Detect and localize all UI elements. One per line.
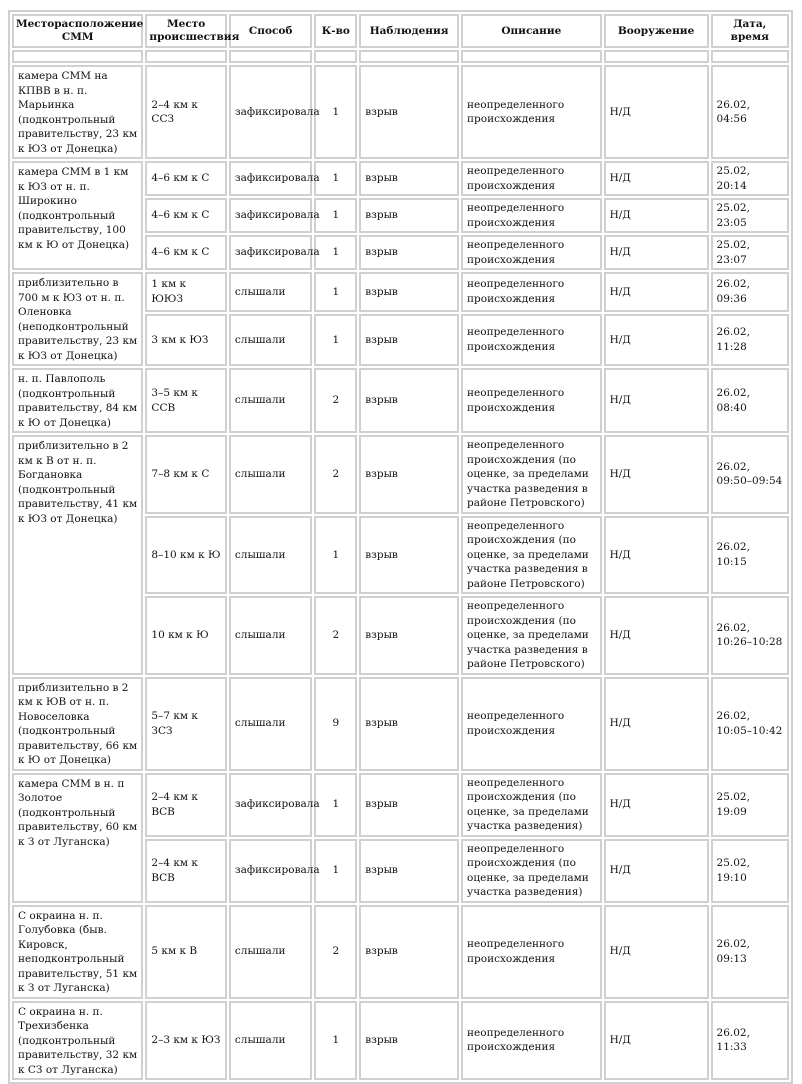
detection-method: слышали (229, 368, 313, 433)
table-row (12, 161, 789, 196)
incident-place: 10 км к Ю (145, 596, 226, 675)
spacer-cell (145, 50, 226, 63)
smm-location: приблизительно в 2 км к ЮВ от н. п. Новоселовка (подконтрольный правительству, 66 км к Ю от Донецка) (12, 677, 143, 771)
table-row (12, 905, 789, 999)
observation: взрыв (359, 314, 459, 366)
incident-place: 2–4 км к ССЗ (145, 65, 226, 159)
event-description: неопределенного происхождения (по оценке, за пределами участка разведения в районе Петровского) (461, 596, 602, 675)
event-count: 1 (314, 516, 357, 595)
weapon-type: Н/Д (604, 1001, 709, 1081)
event-count: 2 (314, 368, 357, 433)
smm-location: приблизительно в 2 км к В от н. п. Богдановка (подконтрольный правительству, 41 км к ЮЗ от Донецка) (12, 435, 143, 675)
event-datetime: 26.02, 09:50–09:54 (711, 435, 789, 514)
smm-location: камера СММ в 1 км к ЮЗ от н. п. Широкино (подконтрольный правительству, 100 км к Ю от Донецка) (12, 161, 143, 270)
event-datetime: 26.02, 10:26–10:28 (711, 596, 789, 675)
event-count: 1 (314, 65, 357, 159)
event-count: 9 (314, 677, 357, 771)
incident-place: 2–4 км к ВСВ (145, 839, 226, 903)
weapon-type: Н/Д (604, 235, 709, 270)
table-body (12, 50, 789, 1080)
observation: взрыв (359, 435, 459, 514)
smm-location: С окраина н. п. Голубовка (быв. Кировск, неподконтрольный правительству, 51 км к З от Луганска) (12, 905, 143, 999)
incident-place: 8–10 км к Ю (145, 516, 226, 595)
weapon-type: Н/Д (604, 65, 709, 159)
observation: взрыв (359, 677, 459, 771)
header-count: К-во (314, 14, 357, 48)
event-description: неопределенного происхождения (461, 235, 602, 270)
spacer-cell (12, 50, 143, 63)
incident-place: 3–5 км к ССВ (145, 368, 226, 433)
smm-location: камера СММ на КПВВ в н. п. Марьинка (подконтрольный правительству, 23 км к ЮЗ от Донецка) (12, 65, 143, 159)
event-count: 1 (314, 1001, 357, 1081)
event-count: 1 (314, 272, 357, 312)
weapon-type: Н/Д (604, 516, 709, 595)
spacer-cell (604, 50, 709, 63)
observation: взрыв (359, 368, 459, 433)
event-count: 1 (314, 773, 357, 837)
event-description: неопределенного происхождения (461, 198, 602, 233)
header-place: Место происшествия (145, 14, 226, 48)
event-count: 1 (314, 314, 357, 366)
event-count: 2 (314, 596, 357, 675)
header-method: Способ (229, 14, 313, 48)
table-row (12, 677, 789, 771)
table-row (12, 435, 789, 514)
event-datetime: 26.02, 10:05–10:42 (711, 677, 789, 771)
event-description: неопределенного происхождения (461, 677, 602, 771)
detection-method: зафиксировала (229, 65, 313, 159)
weapon-type: Н/Д (604, 435, 709, 514)
incident-place: 2–3 км к ЮЗ (145, 1001, 226, 1081)
event-count: 2 (314, 905, 357, 999)
smm-location: н. п. Павлополь (подконтрольный правительству, 84 км к Ю от Донецка) (12, 368, 143, 433)
detection-method: зафиксировала (229, 198, 313, 233)
spacer-cell (359, 50, 459, 63)
event-datetime: 26.02, 10:15 (711, 516, 789, 595)
weapon-type: Н/Д (604, 677, 709, 771)
table-row (12, 773, 789, 837)
detection-method: зафиксировала (229, 161, 313, 196)
event-description: неопределенного происхождения (461, 272, 602, 312)
observation: взрыв (359, 773, 459, 837)
event-description: неопределенного происхождения (по оценке, за пределами участка разведения) (461, 773, 602, 837)
table-row (12, 65, 789, 159)
detection-method: слышали (229, 516, 313, 595)
event-count: 1 (314, 839, 357, 903)
event-datetime: 26.02, 11:33 (711, 1001, 789, 1081)
incident-place: 3 км к ЮЗ (145, 314, 226, 366)
weapon-type: Н/Д (604, 839, 709, 903)
event-datetime: 25.02, 23:07 (711, 235, 789, 270)
event-datetime: 25.02, 19:10 (711, 839, 789, 903)
weapon-type: Н/Д (604, 773, 709, 837)
spacer-cell (229, 50, 313, 63)
smm-location: приблизительно в 700 м к ЮЗ от н. п. Оленовка (неподконтрольный правительству, 23 км к ЮЗ от Донецка) (12, 272, 143, 366)
weapon-type: Н/Д (604, 314, 709, 366)
event-description: неопределенного происхождения (по оценке, за пределами участка разведения в районе Петровского) (461, 516, 602, 595)
event-description: неопределенного происхождения (по оценке, за пределами участка разведения в районе Петровского) (461, 435, 602, 514)
event-count: 1 (314, 235, 357, 270)
detection-method: слышали (229, 677, 313, 771)
event-datetime: 26.02, 08:40 (711, 368, 789, 433)
event-count: 1 (314, 198, 357, 233)
header-weapons: Вооружение (604, 14, 709, 48)
incident-place: 1 км к ЮЮЗ (145, 272, 226, 312)
incident-place: 4–6 км к С (145, 161, 226, 196)
event-description: неопределенного происхождения (461, 905, 602, 999)
event-description: неопределенного происхождения (461, 65, 602, 159)
detection-method: зафиксировала (229, 235, 313, 270)
event-datetime: 26.02, 04:56 (711, 65, 789, 159)
event-datetime: 26.02, 09:13 (711, 905, 789, 999)
weapon-type: Н/Д (604, 198, 709, 233)
event-datetime: 25.02, 19:09 (711, 773, 789, 837)
observation: взрыв (359, 198, 459, 233)
event-description: неопределенного происхождения (по оценке, за пределами участка разведения) (461, 839, 602, 903)
observation: взрыв (359, 905, 459, 999)
incident-place: 5–7 км к ЗСЗ (145, 677, 226, 771)
event-description: неопределенного происхождения (461, 161, 602, 196)
event-count: 1 (314, 161, 357, 196)
event-description: неопределенного происхождения (461, 1001, 602, 1081)
header-datetime: Дата, время (711, 14, 789, 48)
detection-method: слышали (229, 905, 313, 999)
detection-method: слышали (229, 314, 313, 366)
observation: взрыв (359, 161, 459, 196)
weapon-type: Н/Д (604, 161, 709, 196)
observation: взрыв (359, 839, 459, 903)
table-row (12, 272, 789, 312)
event-datetime: 25.02, 20:14 (711, 161, 789, 196)
incident-place: 5 км к В (145, 905, 226, 999)
spacer-row (12, 50, 789, 63)
weapon-type: Н/Д (604, 272, 709, 312)
event-datetime: 26.02, 09:36 (711, 272, 789, 312)
table-row (12, 1001, 789, 1081)
weapon-type: Н/Д (604, 905, 709, 999)
event-description: неопределенного происхождения (461, 368, 602, 433)
detection-method: слышали (229, 272, 313, 312)
detection-method: зафиксировала (229, 839, 313, 903)
incident-place: 7–8 км к С (145, 435, 226, 514)
spacer-cell (711, 50, 789, 63)
header-description: Описание (461, 14, 602, 48)
observation: взрыв (359, 235, 459, 270)
header-observations: Наблюдения (359, 14, 459, 48)
observation: взрыв (359, 272, 459, 312)
detection-method: зафиксировала (229, 773, 313, 837)
observation: взрыв (359, 516, 459, 595)
table-row (12, 368, 789, 433)
header-row (12, 14, 789, 48)
observation: взрыв (359, 1001, 459, 1081)
smm-location: камера СММ в н. п Золотое (подконтрольный правительству, 60 км к З от Луганска) (12, 773, 143, 903)
smm-location: С окраина н. п. Трехизбенка (подконтрольный правительству, 32 км к СЗ от Луганска) (12, 1001, 143, 1081)
detection-method: слышали (229, 1001, 313, 1081)
incident-place: 4–6 км к С (145, 235, 226, 270)
event-count: 2 (314, 435, 357, 514)
incident-place: 4–6 км к С (145, 198, 226, 233)
detection-method: слышали (229, 596, 313, 675)
incident-table (8, 10, 793, 1084)
observation: взрыв (359, 596, 459, 675)
incident-place: 2–4 км к ВСВ (145, 773, 226, 837)
weapon-type: Н/Д (604, 368, 709, 433)
event-description: неопределенного происхождения (461, 314, 602, 366)
detection-method: слышали (229, 435, 313, 514)
observation: взрыв (359, 65, 459, 159)
weapon-type: Н/Д (604, 596, 709, 675)
header-location: Месторасположение СММ (12, 14, 143, 48)
event-datetime: 26.02, 11:28 (711, 314, 789, 366)
spacer-cell (461, 50, 602, 63)
event-datetime: 25.02, 23:05 (711, 198, 789, 233)
spacer-cell (314, 50, 357, 63)
